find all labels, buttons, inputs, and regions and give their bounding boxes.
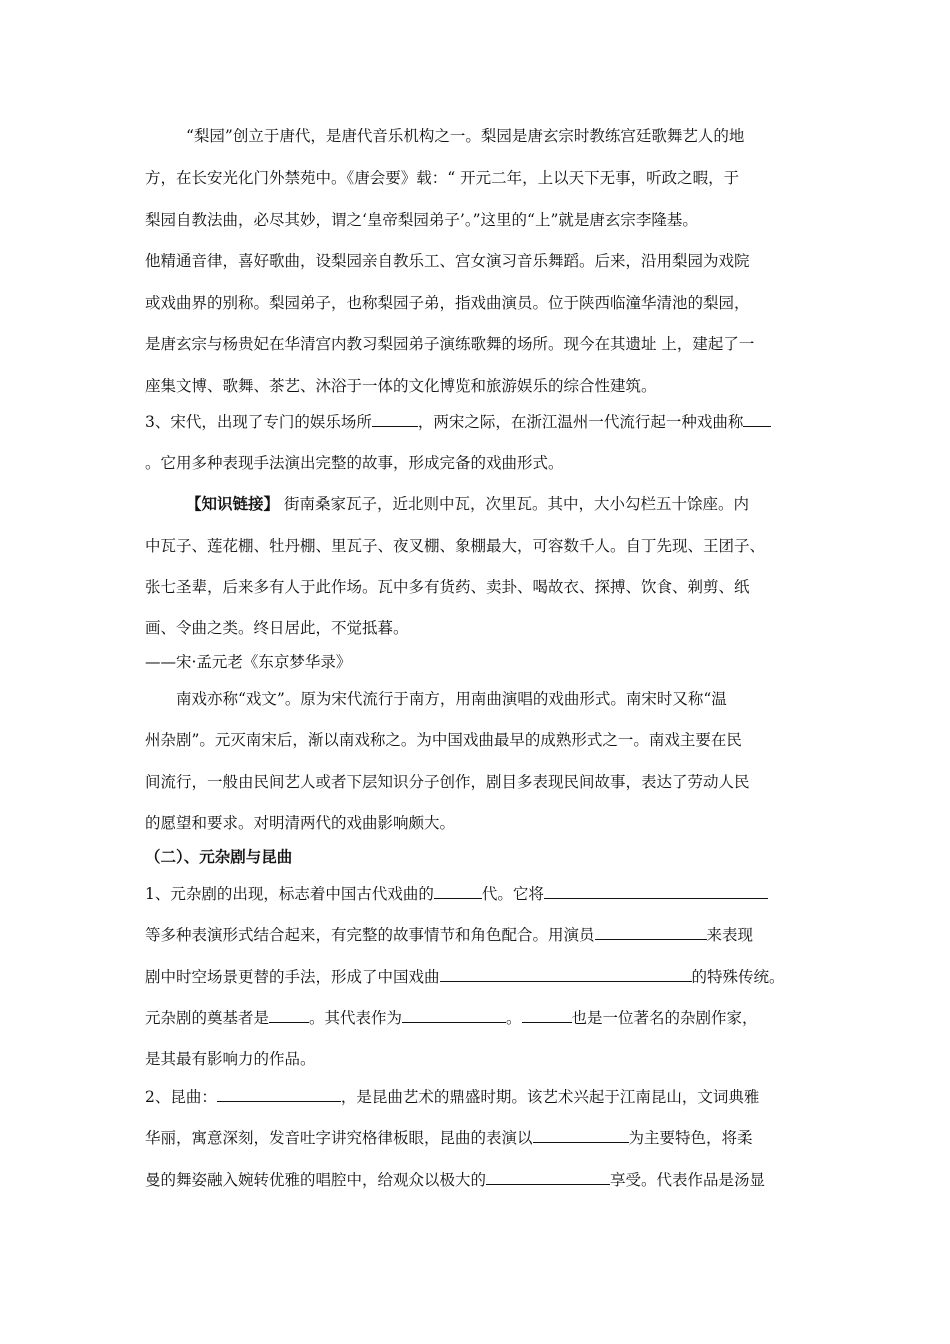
liyuan-line-6: 是唐玄宗与杨贵妃在华清宫内教习梨园弟子演练歌舞的场所。现今在其遗址 上，建起了一 bbox=[145, 335, 755, 353]
nanxi-line-3: 间流行，一般由民间艺人或者下层知识分子创作，剧目多表现民间故事，表达了劳动人民 bbox=[145, 773, 750, 791]
answer-blank[interactable] bbox=[533, 1127, 629, 1143]
answer-blank[interactable] bbox=[269, 1007, 309, 1023]
section-heading: （二）、元杂剧与昆曲 bbox=[145, 847, 293, 866]
knowledge-link-line-4: 画、令曲之类。终日居此，不觉抵暮。 bbox=[145, 619, 409, 637]
question-3-text-b: ，两宋之际，在浙江温州一代流行起一种戏曲称 bbox=[417, 413, 744, 431]
knowledge-link-source: ——宋·孟元老《东京梦华录》 bbox=[145, 653, 352, 671]
question-1-line-5: 是其最有影响力的作品。 bbox=[145, 1050, 316, 1068]
knowledge-link-line-2: 中瓦子、莲花棚、牡丹棚、里瓦子、夜叉棚、象棚最大，可容数千人。自丁先现、王团子、 bbox=[145, 537, 766, 555]
question-1-line-3 bbox=[145, 966, 785, 987]
question-3-text-a: 3、宋代，出现了专门的娱乐场所 bbox=[145, 413, 372, 431]
answer-blank[interactable] bbox=[743, 411, 771, 427]
answer-blank[interactable] bbox=[434, 883, 482, 899]
knowledge-link-line-1 bbox=[186, 494, 749, 514]
question-1-text: 元杂剧的奠基者是 bbox=[145, 1009, 270, 1027]
answer-blank[interactable] bbox=[522, 1007, 572, 1023]
knowledge-link-text: 街南桑家瓦子，近北则中瓦，次里瓦。其中，大小勾栏五十馀座。内 bbox=[279, 495, 749, 513]
answer-blank[interactable] bbox=[486, 1169, 610, 1185]
question-1-text: 也是一位著名的杂剧作家， bbox=[571, 1009, 758, 1027]
question-1-text: 。其代表作为 bbox=[309, 1009, 403, 1027]
liyuan-line-2: 方，在长安光化门外禁苑中。《唐会要》载：“ 开元二年，上以天下无事，听政之暇，于 bbox=[145, 169, 740, 187]
nanxi-line-4: 的愿望和要求。对明清两代的戏曲影响颇大。 bbox=[145, 814, 456, 832]
question-1-text: 的特殊传统。 bbox=[691, 968, 785, 986]
question-1-text: 等多种表演形式结合起来，有完整的故事情节和角色配合。用演员 bbox=[145, 926, 595, 944]
answer-blank[interactable] bbox=[402, 1007, 506, 1023]
question-1-line-1 bbox=[145, 883, 768, 904]
knowledge-link-label: 【知识链接】 bbox=[186, 494, 280, 513]
liyuan-line-1: “梨园”创立于唐代，是唐代音乐机构之一。梨园是唐玄宗时教练宫廷歌舞艺人的地 bbox=[186, 127, 745, 145]
question-1-text: 1、元杂剧的出现，标志着中国古代戏曲的 bbox=[145, 885, 434, 903]
liyuan-line-5: 或戏曲界的别称。梨园弟子，也称梨园子弟，指戏曲演员。位于陕西临潼华清池的梨园， bbox=[145, 294, 750, 312]
question-1-text: 。 bbox=[506, 1009, 522, 1027]
nanxi-line-1: 南戏亦称“戏文”。原为宋代流行于南方，用南曲演唱的戏曲形式。南宋时又称“温 bbox=[176, 690, 727, 708]
question-2-line-2 bbox=[145, 1127, 753, 1148]
question-3-line-1 bbox=[145, 411, 771, 432]
answer-blank[interactable] bbox=[372, 411, 418, 427]
answer-blank[interactable] bbox=[440, 966, 692, 982]
question-2-line-1 bbox=[145, 1086, 759, 1107]
question-2-line-3 bbox=[145, 1169, 765, 1190]
question-3-line-2: 。它用多种表现手法演出完整的故事，形成完备的戏曲形式。 bbox=[145, 454, 564, 472]
knowledge-link-line-3: 张七圣辈，后来多有人于此作场。瓦中多有货药、卖卦、喝故衣、探搏、饮食、剃剪、纸 bbox=[145, 578, 750, 596]
liyuan-line-7: 座集文博、歌舞、茶艺、沐浴于一体的文化博览和旅游娱乐的综合性建筑。 bbox=[145, 377, 657, 395]
question-1-text: 剧中时空场景更替的手法，形成了中国戏曲 bbox=[145, 968, 440, 986]
answer-blank[interactable] bbox=[217, 1086, 341, 1102]
question-2-text: 华丽，寓意深刻，发音吐字讲究格律板眼，昆曲的表演以 bbox=[145, 1129, 533, 1147]
question-1-line-4 bbox=[145, 1007, 758, 1028]
question-2-text: ，是昆曲艺术的鼎盛时期。该艺术兴起于江南昆山，文词典雅 bbox=[340, 1088, 760, 1106]
liyuan-line-4: 他精通音律，喜好歌曲，设梨园亲自教乐工、宫女演习音乐舞蹈。后来，沿用梨园为戏院 bbox=[145, 252, 750, 270]
nanxi-line-2: 州杂剧”。元灭南宋后，渐以南戏称之。为中国戏曲最早的成熟形式之一。南戏主要在民 bbox=[145, 731, 742, 749]
answer-blank[interactable] bbox=[595, 924, 707, 940]
question-2-text: 曼的舞姿融入婉转优雅的唱腔中，给观众以极大的 bbox=[145, 1171, 487, 1189]
liyuan-line-3: 梨园自教法曲，必尽其妙，谓之‘皇帝梨园弟子’。”这里的“上”就是唐玄宗李隆基。 bbox=[145, 211, 698, 229]
answer-blank[interactable] bbox=[544, 883, 768, 899]
question-1-text: 来表现 bbox=[706, 926, 754, 944]
question-2-text: 为主要特色，将柔 bbox=[628, 1129, 753, 1147]
question-1-text: 代。它将 bbox=[481, 885, 544, 903]
question-2-text: 享受。代表作品是汤显 bbox=[610, 1171, 766, 1189]
question-1-line-2 bbox=[145, 924, 753, 945]
question-2-text: 2、昆曲： bbox=[145, 1088, 217, 1106]
